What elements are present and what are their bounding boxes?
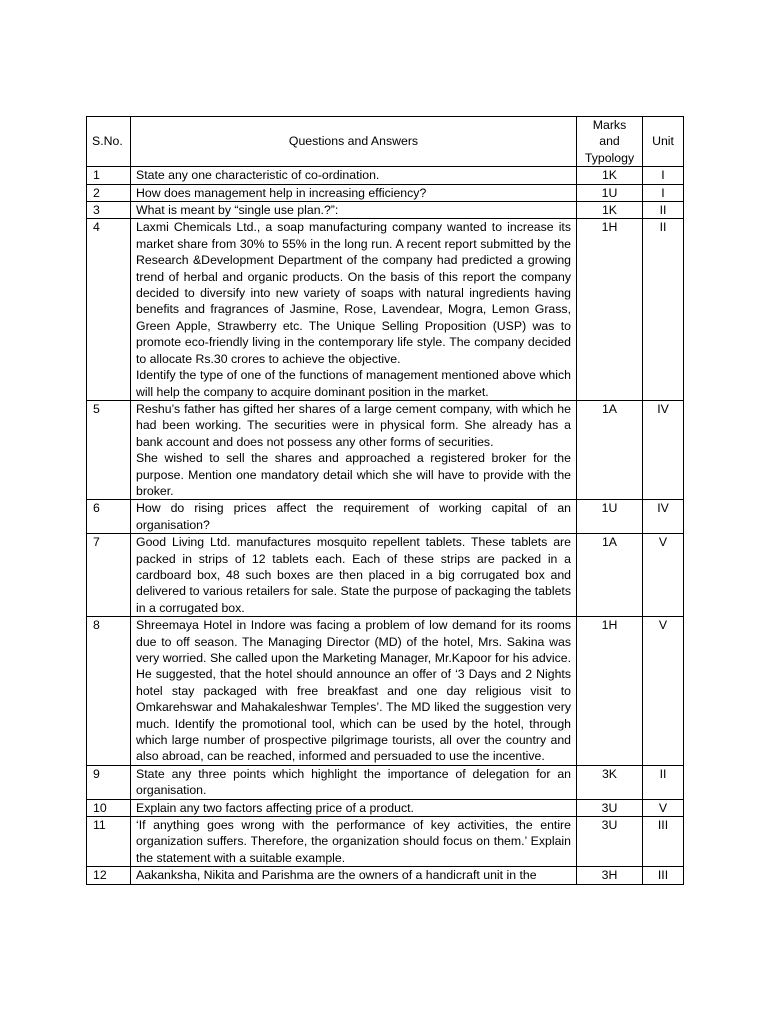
header-unit: Unit (643, 117, 684, 167)
row-marks: 3U (577, 799, 643, 816)
row-sno: 2 (87, 184, 131, 201)
table-row (87, 219, 684, 400)
row-marks: 1K (577, 167, 643, 184)
table-row (87, 534, 684, 617)
row-marks: 3H (577, 867, 643, 884)
table-row (87, 765, 684, 799)
question-paragraph: How does management help in increasing efficiency? (136, 185, 427, 200)
row-sno: 7 (87, 534, 131, 617)
row-unit: I (643, 184, 684, 201)
row-unit: V (643, 534, 684, 617)
question-paragraph: Reshu’s father has gifted her shares of a large cement company, with which he had been working. The securities were in physical form. She already has a bank account and does not possess any other forms of securities. (136, 401, 571, 449)
row-sno: 9 (87, 765, 131, 799)
question-paragraph: Explain any two factors affecting price of a product. (136, 800, 414, 815)
row-marks: 1H (577, 617, 643, 766)
header-marks: Marks and Typology (577, 117, 643, 167)
row-sno: 10 (87, 799, 131, 816)
table-row (87, 202, 684, 219)
table-row (87, 184, 684, 201)
row-question (131, 219, 577, 400)
row-sno: 3 (87, 202, 131, 219)
question-paragraph: Identify the type of one of the functions of management mentioned above which will help the company to acquire dominant position in the market. (136, 368, 571, 399)
questions-table (86, 116, 684, 885)
row-unit: II (643, 219, 684, 400)
row-unit: I (643, 167, 684, 184)
question-paragraph: What is meant by “single use plan.?”: (136, 203, 339, 218)
table-row (87, 817, 684, 867)
row-unit: V (643, 617, 684, 766)
row-marks: 1K (577, 202, 643, 219)
row-sno: 6 (87, 500, 131, 534)
question-paragraph: State any three points which highlight the importance of delegation for an organisation. (136, 766, 571, 798)
header-sno: S.No. (87, 117, 131, 167)
row-question (131, 184, 577, 201)
question-paragraph: Aakanksha, Nikita and Parishma are the owners of a handicraft unit in the (136, 868, 537, 883)
row-unit: V (643, 799, 684, 816)
row-question (131, 202, 577, 219)
row-question (131, 400, 577, 499)
row-sno: 12 (87, 867, 131, 884)
row-marks: 1A (577, 534, 643, 617)
table-row (87, 867, 684, 884)
table-body (87, 167, 684, 884)
row-marks: 1U (577, 500, 643, 534)
row-marks: 3K (577, 765, 643, 799)
question-paragraph: Shreemaya Hotel in Indore was facing a problem of low demand for its rooms due to off season. The Managing Director (MD) of the hotel, Mrs. Sakina was very worried. She called upon the Marketing Manager, Mr.Kapoor for his advice. He suggested, that the hotel should announce an offer of ‘3 Days and 2 Nights hotel stay packaged with free breakfast and one day religious visit to Omkarehswar and Mahakaleshwar Temples’. The MD liked the suggestion very much. Identify the promotional tool, which can be used by the hotel, through which large number of prospective pilgrimage tourists, all over the country and also abroad, can be reached, informed and persuaded to use the incentive. (136, 618, 571, 764)
table-row (87, 799, 684, 816)
header-questions: Questions and Answers (131, 117, 577, 167)
row-question (131, 167, 577, 184)
table-header-row (87, 117, 684, 167)
question-paragraph: State any one characteristic of co-ordination. (136, 168, 380, 183)
row-marks: 1U (577, 184, 643, 201)
table-row (87, 500, 684, 534)
row-sno: 8 (87, 617, 131, 766)
table-row (87, 617, 684, 766)
row-sno: 1 (87, 167, 131, 184)
table-row (87, 167, 684, 184)
question-paragraph: ‘If anything goes wrong with the performance of key activities, the entire organization suffers. Therefore, the organization should focus on them.’ Explain the statement with a suitable example. (136, 818, 571, 865)
question-paragraph: Laxmi Chemicals Ltd., a soap manufacturing company wanted to increase its market share from 30% to 55% in the long run. A recent report submitted by the Research &Development Department of the company had predicted a growing trend of herbal and organic products. On the basis of this report the company decided to diversify into new variety of soaps with natural ingredients having benefits and fragrances of Jasmine, Rose, Lavendear, Mogra, Lemon Grass, Green Apple, Strawberry etc. The Unique Selling Proposition (USP) was to promote eco-friendly living in the contemporary life style. The company decided to allocate Rs.30 crores to achieve the objective. (136, 220, 571, 366)
row-unit: III (643, 817, 684, 867)
row-sno: 4 (87, 219, 131, 400)
row-sno: 5 (87, 400, 131, 499)
row-unit: IV (643, 400, 684, 499)
row-question (131, 799, 577, 816)
row-question (131, 617, 577, 766)
question-paragraph: Good Living Ltd. manufactures mosquito repellent tablets. These tablets are packed in strips of 12 tablets each. Each of these strips are packed in a cardboard box, 48 such boxes are then placed in a big corrugated box and delivered to various retailers for sale. State the purpose of packaging the tablets in a corrugated box. (136, 535, 571, 615)
row-question (131, 817, 577, 867)
row-unit: III (643, 867, 684, 884)
row-sno: 11 (87, 817, 131, 867)
question-paragraph: How do rising prices affect the requirement of working capital of an organisation? (136, 501, 571, 532)
row-question (131, 534, 577, 617)
table-row (87, 400, 684, 499)
row-unit: II (643, 202, 684, 219)
row-question (131, 500, 577, 534)
row-marks: 1H (577, 219, 643, 400)
row-unit: II (643, 765, 684, 799)
row-unit: IV (643, 500, 684, 534)
question-paragraph: She wished to sell the shares and approached a registered broker for the purpose. Mention one mandatory detail which she will have to provide with the broker. (136, 451, 571, 498)
row-question (131, 765, 577, 799)
row-marks: 3U (577, 817, 643, 867)
row-question (131, 867, 577, 884)
row-marks: 1A (577, 400, 643, 499)
